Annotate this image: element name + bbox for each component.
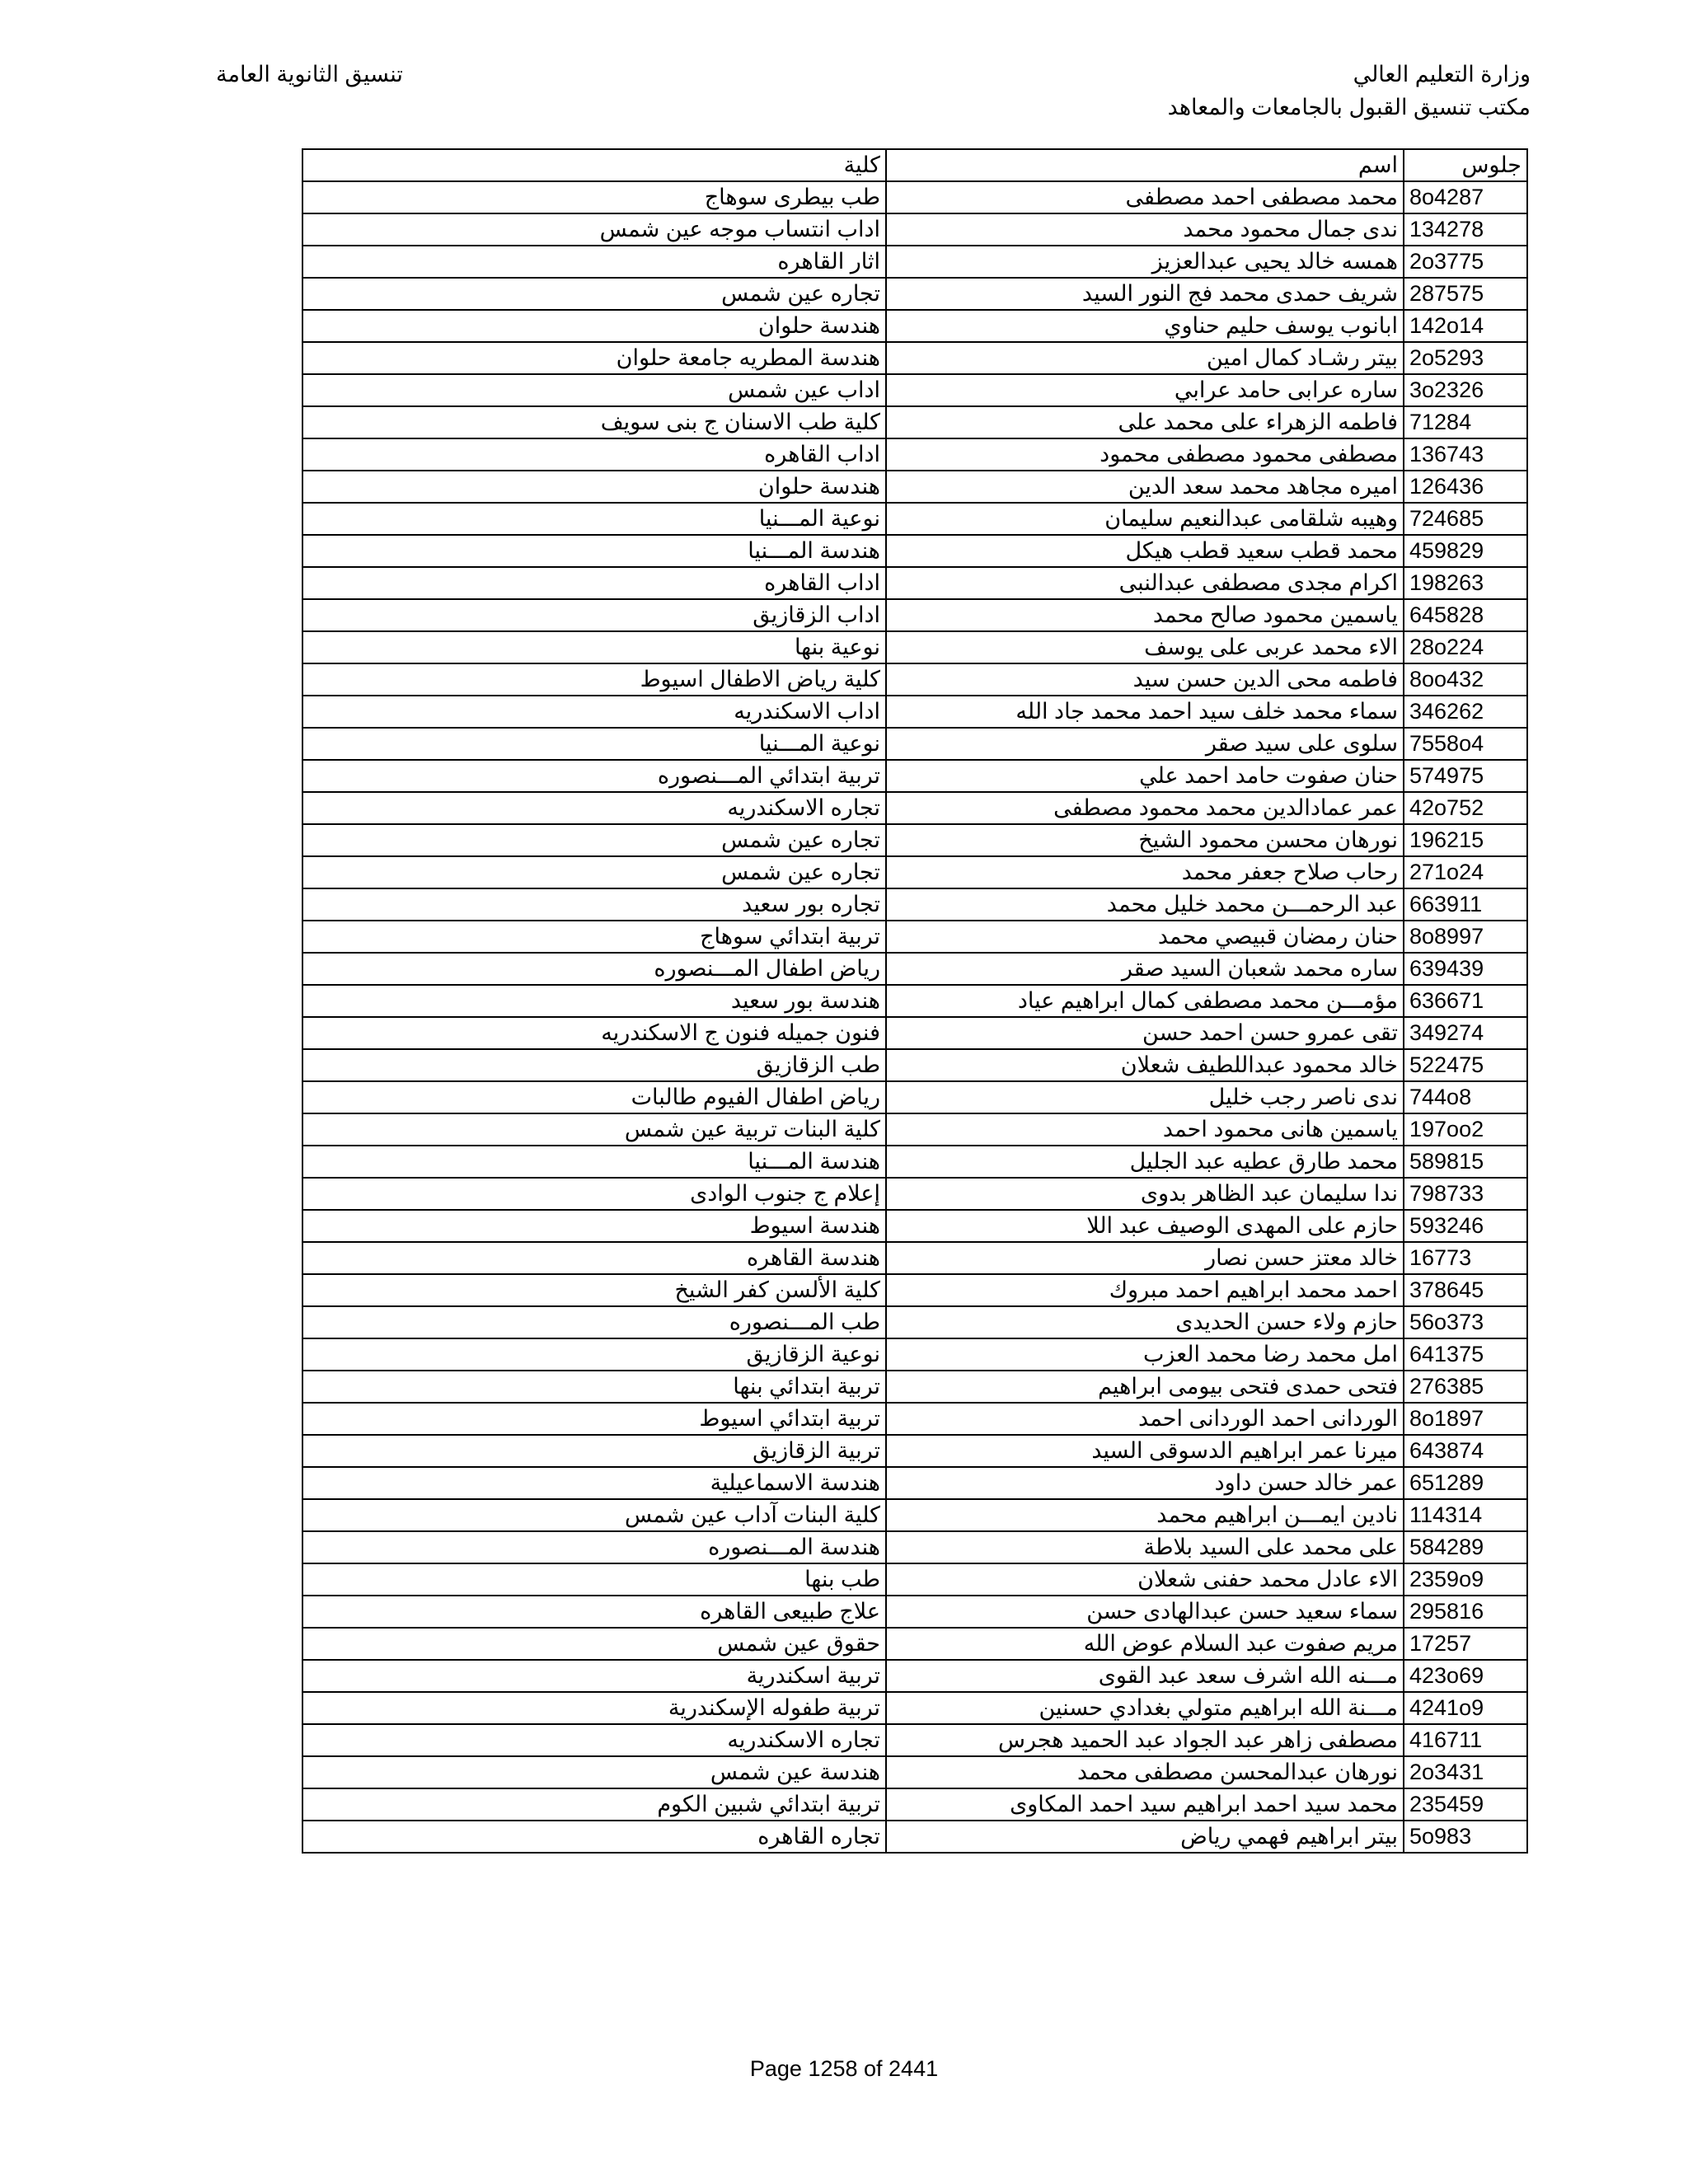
student-name-cell: ندا سليمان عبد الظاهر بدوى bbox=[886, 1178, 1404, 1210]
seat-number-cell: 235459 bbox=[1404, 1788, 1527, 1821]
admission-table-body bbox=[302, 149, 1527, 1853]
seat-number-cell: 134278 bbox=[1404, 213, 1527, 246]
student-name-cell: حازم على المهدى الوصيف عبد اللا bbox=[886, 1210, 1404, 1242]
college-cell: تجاره عين شمس bbox=[302, 278, 886, 310]
seat-number-cell: 287575 bbox=[1404, 278, 1527, 310]
seat-number-cell: 639439 bbox=[1404, 953, 1527, 985]
college-cell: رياض اطفال المـــنصوره bbox=[302, 953, 886, 985]
seat-number-cell: 71284 bbox=[1404, 406, 1527, 438]
table-header-row bbox=[302, 149, 1527, 181]
college-cell: اداب القاهره bbox=[302, 438, 886, 471]
college-cell: كلية رياض الاطفال اسيوط bbox=[302, 663, 886, 696]
seat-number-cell: 2359o9 bbox=[1404, 1563, 1527, 1596]
seat-number-cell: 197oo2 bbox=[1404, 1113, 1527, 1146]
student-name-cell: محمد سيد احمد ابراهيم سيد احمد المكاوى bbox=[886, 1788, 1404, 1821]
table-row bbox=[302, 1628, 1527, 1660]
seat-number-cell: 584289 bbox=[1404, 1531, 1527, 1563]
college-cell: تربية ابتدائي المـــنصوره bbox=[302, 760, 886, 792]
student-name-cell: بيتر ابراهيم فهمي رياض bbox=[886, 1821, 1404, 1853]
table-row bbox=[302, 342, 1527, 374]
student-name-cell: تقى عمرو حسن احمد حسن bbox=[886, 1017, 1404, 1049]
student-name-cell: ساره محمد شعبان السيد صقر bbox=[886, 953, 1404, 985]
college-cell: طب المـــنصوره bbox=[302, 1306, 886, 1338]
header-seat: جلوس bbox=[1404, 149, 1527, 181]
student-name-cell: الوردانى احمد الوردانى احمد bbox=[886, 1403, 1404, 1435]
table-row bbox=[302, 1724, 1527, 1756]
student-name-cell: وهيبه شلقامى عبدالنعيم سليمان bbox=[886, 503, 1404, 535]
student-name-cell: نورهان محسن محمود الشيخ bbox=[886, 824, 1404, 856]
student-name-cell: سماء سعيد حسن عبدالهادى حسن bbox=[886, 1596, 1404, 1628]
table-row bbox=[302, 728, 1527, 760]
seat-number-cell: 271o24 bbox=[1404, 856, 1527, 888]
seat-number-cell: 459829 bbox=[1404, 535, 1527, 567]
college-cell: حقوق عين شمس bbox=[302, 1628, 886, 1660]
student-name-cell: سماء محمد خلف سيد احمد محمد جاد الله bbox=[886, 696, 1404, 728]
college-cell: طب بنها bbox=[302, 1563, 886, 1596]
table-row bbox=[302, 760, 1527, 792]
college-cell: نوعية المـــنيا bbox=[302, 728, 886, 760]
table-row bbox=[302, 663, 1527, 696]
student-name-cell: ابانوب يوسف حليم حناوي bbox=[886, 310, 1404, 342]
student-name-cell: خالد معتز حسن نصار bbox=[886, 1242, 1404, 1274]
seat-number-cell: 3o2326 bbox=[1404, 374, 1527, 406]
college-cell: تربية طفوله الإسكندرية bbox=[302, 1692, 886, 1724]
student-name-cell: ياسمين محمود صالح محمد bbox=[886, 599, 1404, 631]
table-row bbox=[302, 1338, 1527, 1371]
student-name-cell: الاء عادل محمد حفنى شعلان bbox=[886, 1563, 1404, 1596]
college-cell: هندسة المـــنيا bbox=[302, 535, 886, 567]
seat-number-cell: 4241o9 bbox=[1404, 1692, 1527, 1724]
table-row bbox=[302, 953, 1527, 985]
college-cell: اداب عين شمس bbox=[302, 374, 886, 406]
student-name-cell: فتحى حمدى فتحى بيومى ابراهيم bbox=[886, 1371, 1404, 1403]
college-cell: هندسة بور سعيد bbox=[302, 985, 886, 1017]
section-title: تنسيق الثانوية العامة bbox=[216, 62, 403, 87]
table-row bbox=[302, 1274, 1527, 1306]
college-cell: تربية ابتدائي اسيوط bbox=[302, 1403, 886, 1435]
table-row bbox=[302, 213, 1527, 246]
student-name-cell: نادين ايمـــن ابراهيم محمد bbox=[886, 1499, 1404, 1531]
student-name-cell: مـــنه الله اشرف سعد عبد القوى bbox=[886, 1660, 1404, 1692]
table-row bbox=[302, 1081, 1527, 1113]
table-row bbox=[302, 1563, 1527, 1596]
page-number: Page 1258 of 2441 bbox=[749, 2056, 939, 2081]
table-row bbox=[302, 1178, 1527, 1210]
college-cell: هندسة المطريه جامعة حلوان bbox=[302, 342, 886, 374]
seat-number-cell: 641375 bbox=[1404, 1338, 1527, 1371]
college-cell: تجاره الاسكندريه bbox=[302, 792, 886, 824]
table-row bbox=[302, 310, 1527, 342]
seat-number-cell: 522475 bbox=[1404, 1049, 1527, 1081]
student-name-cell: حازم ولاء حسن الحديدى bbox=[886, 1306, 1404, 1338]
seat-number-cell: 8o1897 bbox=[1404, 1403, 1527, 1435]
seat-number-cell: 5o983 bbox=[1404, 1821, 1527, 1853]
seat-number-cell: 416711 bbox=[1404, 1724, 1527, 1756]
seat-number-cell: 8oo432 bbox=[1404, 663, 1527, 696]
college-cell: هندسة المـــنصوره bbox=[302, 1531, 886, 1563]
college-cell: هندسة حلوان bbox=[302, 310, 886, 342]
college-cell: طب الزقازيق bbox=[302, 1049, 886, 1081]
seat-number-cell: 651289 bbox=[1404, 1467, 1527, 1499]
table-row bbox=[302, 856, 1527, 888]
college-cell: اداب القاهره bbox=[302, 567, 886, 599]
student-name-cell: عمر عمادالدين محمد محمود مصطفى bbox=[886, 792, 1404, 824]
seat-number-cell: 8o4287 bbox=[1404, 181, 1527, 213]
seat-number-cell: 16773 bbox=[1404, 1242, 1527, 1274]
student-name-cell: نورهان عبدالمحسن مصطفى محمد bbox=[886, 1756, 1404, 1788]
seat-number-cell: 636671 bbox=[1404, 985, 1527, 1017]
college-cell: طب بيطرى سوهاج bbox=[302, 181, 886, 213]
student-name-cell: حنان صفوت حامد احمد علي bbox=[886, 760, 1404, 792]
seat-number-cell: 349274 bbox=[1404, 1017, 1527, 1049]
college-cell: علاج طبيعى القاهره bbox=[302, 1596, 886, 1628]
seat-number-cell: 798733 bbox=[1404, 1178, 1527, 1210]
seat-number-cell: 136743 bbox=[1404, 438, 1527, 471]
college-cell: هندسة حلوان bbox=[302, 471, 886, 503]
college-cell: تربية ابتدائي سوهاج bbox=[302, 921, 886, 953]
college-cell: اداب انتساب موجه عين شمس bbox=[302, 213, 886, 246]
student-name-cell: اميره مجاهد محمد سعد الدين bbox=[886, 471, 1404, 503]
college-cell: تجاره عين شمس bbox=[302, 856, 886, 888]
student-name-cell: ندى ناصر رجب خليل bbox=[886, 1081, 1404, 1113]
student-name-cell: ياسمين هانى محمود احمد bbox=[886, 1113, 1404, 1146]
college-cell: تجاره الاسكندريه bbox=[302, 1724, 886, 1756]
table-row bbox=[302, 406, 1527, 438]
seat-number-cell: 142o14 bbox=[1404, 310, 1527, 342]
student-name-cell: همسه خالد يحيى عبدالعزيز bbox=[886, 246, 1404, 278]
student-name-cell: مصطفى زاهر عبد الجواد عبد الحميد هجرس bbox=[886, 1724, 1404, 1756]
seat-number-cell: 643874 bbox=[1404, 1435, 1527, 1467]
college-cell: كلية البنات آداب عين شمس bbox=[302, 1499, 886, 1531]
seat-number-cell: 295816 bbox=[1404, 1596, 1527, 1628]
seat-number-cell: 2o3775 bbox=[1404, 246, 1527, 278]
admission-table bbox=[302, 148, 1528, 1854]
college-cell: اثار القاهره bbox=[302, 246, 886, 278]
table-row bbox=[302, 1499, 1527, 1531]
student-name-cell: رحاب صلاح جعفر محمد bbox=[886, 856, 1404, 888]
seat-number-cell: 198263 bbox=[1404, 567, 1527, 599]
table-row bbox=[302, 471, 1527, 503]
seat-number-cell: 423o69 bbox=[1404, 1660, 1527, 1692]
seat-number-cell: 56o373 bbox=[1404, 1306, 1527, 1338]
table-row bbox=[302, 792, 1527, 824]
table-row bbox=[302, 438, 1527, 471]
student-name-cell: اكرام مجدى مصطفى عبدالنبى bbox=[886, 567, 1404, 599]
student-name-cell: محمد قطب سعيد قطب هيكل bbox=[886, 535, 1404, 567]
college-cell: هندسة عين شمس bbox=[302, 1756, 886, 1788]
student-name-cell: ندى جمال محمود محمد bbox=[886, 213, 1404, 246]
student-name-cell: الاء محمد عربى على يوسف bbox=[886, 631, 1404, 663]
seat-number-cell: 593246 bbox=[1404, 1210, 1527, 1242]
student-name-cell: سلوى على سيد صقر bbox=[886, 728, 1404, 760]
table-row bbox=[302, 1210, 1527, 1242]
student-name-cell: مؤمـــن محمد مصطفى كمال ابراهيم عياد bbox=[886, 985, 1404, 1017]
college-cell: هندسة اسيوط bbox=[302, 1210, 886, 1242]
seat-number-cell: 346262 bbox=[1404, 696, 1527, 728]
table-row bbox=[302, 1788, 1527, 1821]
college-cell: نوعية بنها bbox=[302, 631, 886, 663]
student-name-cell: امل محمد رضا محمد العزب bbox=[886, 1338, 1404, 1371]
table-row bbox=[302, 824, 1527, 856]
college-cell: هندسة الاسماعيلية bbox=[302, 1467, 886, 1499]
college-cell: تربية اسكندرية bbox=[302, 1660, 886, 1692]
college-cell: نوعية المـــنيا bbox=[302, 503, 886, 535]
seat-number-cell: 645828 bbox=[1404, 599, 1527, 631]
seat-number-cell: 663911 bbox=[1404, 888, 1527, 921]
table-row bbox=[302, 985, 1527, 1017]
college-cell: اداب الزقازيق bbox=[302, 599, 886, 631]
seat-number-cell: 126436 bbox=[1404, 471, 1527, 503]
student-name-cell: فاطمه محى الدين حسن سيد bbox=[886, 663, 1404, 696]
student-name-cell: خالد محمود عبداللطيف شعلان bbox=[886, 1049, 1404, 1081]
seat-number-cell: 2o5293 bbox=[1404, 342, 1527, 374]
college-cell: اداب الاسكندريه bbox=[302, 696, 886, 728]
student-name-cell: حنان رمضان قبيصي محمد bbox=[886, 921, 1404, 953]
college-cell: تجاره بور سعيد bbox=[302, 888, 886, 921]
college-cell: تربية ابتدائي بنها bbox=[302, 1371, 886, 1403]
seat-number-cell: 2o3431 bbox=[1404, 1756, 1527, 1788]
college-cell: كلية البنات تربية عين شمس bbox=[302, 1113, 886, 1146]
table-row bbox=[302, 599, 1527, 631]
student-name-cell: مـــنة الله ابراهيم متولي بغدادي حسنين bbox=[886, 1692, 1404, 1724]
college-cell: تربية ابتدائي شبين الكوم bbox=[302, 1788, 886, 1821]
seat-number-cell: 744o8 bbox=[1404, 1081, 1527, 1113]
student-name-cell: على محمد على السيد بلاطة bbox=[886, 1531, 1404, 1563]
college-cell: تجاره القاهره bbox=[302, 1821, 886, 1853]
student-name-cell: محمد مصطفى احمد مصطفى bbox=[886, 181, 1404, 213]
student-name-cell: مصطفى محمود مصطفى محمود bbox=[886, 438, 1404, 471]
seat-number-cell: 7558o4 bbox=[1404, 728, 1527, 760]
college-cell: نوعية الزقازيق bbox=[302, 1338, 886, 1371]
table-row bbox=[302, 278, 1527, 310]
seat-number-cell: 724685 bbox=[1404, 503, 1527, 535]
table-row bbox=[302, 1403, 1527, 1435]
table-row bbox=[302, 631, 1527, 663]
seat-number-cell: 28o224 bbox=[1404, 631, 1527, 663]
student-name-cell: مريم صفوت عبد السلام عوض الله bbox=[886, 1628, 1404, 1660]
table-row bbox=[302, 1531, 1527, 1563]
table-row bbox=[302, 1306, 1527, 1338]
student-name-cell: عمر خالد حسن داود bbox=[886, 1467, 1404, 1499]
student-name-cell: ساره عرابى حامد عرابي bbox=[886, 374, 1404, 406]
table-row bbox=[302, 567, 1527, 599]
table-row bbox=[302, 1371, 1527, 1403]
seat-number-cell: 276385 bbox=[1404, 1371, 1527, 1403]
seat-number-cell: 196215 bbox=[1404, 824, 1527, 856]
header-name: اسم bbox=[886, 149, 1404, 181]
table-row bbox=[302, 1692, 1527, 1724]
ministry-title: وزارة التعليم العالي bbox=[1353, 62, 1531, 87]
student-name-cell: محمد طارق عطيه عبد الجليل bbox=[886, 1146, 1404, 1178]
table-row bbox=[302, 535, 1527, 567]
table-row bbox=[302, 503, 1527, 535]
table-row bbox=[302, 1017, 1527, 1049]
college-cell: إعلام ج جنوب الوادى bbox=[302, 1178, 886, 1210]
header-ministry-block bbox=[1168, 58, 1531, 124]
table-row bbox=[302, 1435, 1527, 1467]
table-row bbox=[302, 1596, 1527, 1628]
student-name-cell: ميرنا عمر ابراهيم الدسوقى السيد bbox=[886, 1435, 1404, 1467]
seat-number-cell: 574975 bbox=[1404, 760, 1527, 792]
student-name-cell: بيتر رشـاد كمال امين bbox=[886, 342, 1404, 374]
seat-number-cell: 8o8997 bbox=[1404, 921, 1527, 953]
table-row bbox=[302, 1467, 1527, 1499]
seat-number-cell: 17257 bbox=[1404, 1628, 1527, 1660]
table-row bbox=[302, 921, 1527, 953]
seat-number-cell: 114314 bbox=[1404, 1499, 1527, 1531]
table-row bbox=[302, 696, 1527, 728]
student-name-cell: شريف حمدى محمد فج النور السيد bbox=[886, 278, 1404, 310]
college-cell: كلية طب الاسنان ج بنى سويف bbox=[302, 406, 886, 438]
college-cell: هندسة القاهره bbox=[302, 1242, 886, 1274]
header-college: كلية bbox=[302, 149, 886, 181]
table-row bbox=[302, 181, 1527, 213]
student-name-cell: عبد الرحمـــن محمد خليل محمد bbox=[886, 888, 1404, 921]
college-cell: رياض اطفال الفيوم طالبات bbox=[302, 1081, 886, 1113]
office-title: مكتب تنسيق القبول بالجامعات والمعاهد bbox=[1167, 95, 1531, 120]
college-cell: كلية الألسن كفر الشيخ bbox=[302, 1274, 886, 1306]
table-row bbox=[302, 1756, 1527, 1788]
table-row bbox=[302, 1821, 1527, 1853]
student-name-cell: احمد محمد ابراهيم احمد مبروك bbox=[886, 1274, 1404, 1306]
table-row bbox=[302, 888, 1527, 921]
college-cell: تربية الزقازيق bbox=[302, 1435, 886, 1467]
seat-number-cell: 589815 bbox=[1404, 1146, 1527, 1178]
seat-number-cell: 378645 bbox=[1404, 1274, 1527, 1306]
seat-number-cell: 42o752 bbox=[1404, 792, 1527, 824]
table-row bbox=[302, 1242, 1527, 1274]
college-cell: فنون جميله فنون ج الاسكندريه bbox=[302, 1017, 886, 1049]
student-name-cell: فاطمه الزهراء على محمد على bbox=[886, 406, 1404, 438]
table-row bbox=[302, 374, 1527, 406]
college-cell: تجاره عين شمس bbox=[302, 824, 886, 856]
table-row bbox=[302, 1660, 1527, 1692]
table-row bbox=[302, 1113, 1527, 1146]
table-row bbox=[302, 1049, 1527, 1081]
college-cell: هندسة المـــنيا bbox=[302, 1146, 886, 1178]
table-row bbox=[302, 1146, 1527, 1178]
table-row bbox=[302, 246, 1527, 278]
